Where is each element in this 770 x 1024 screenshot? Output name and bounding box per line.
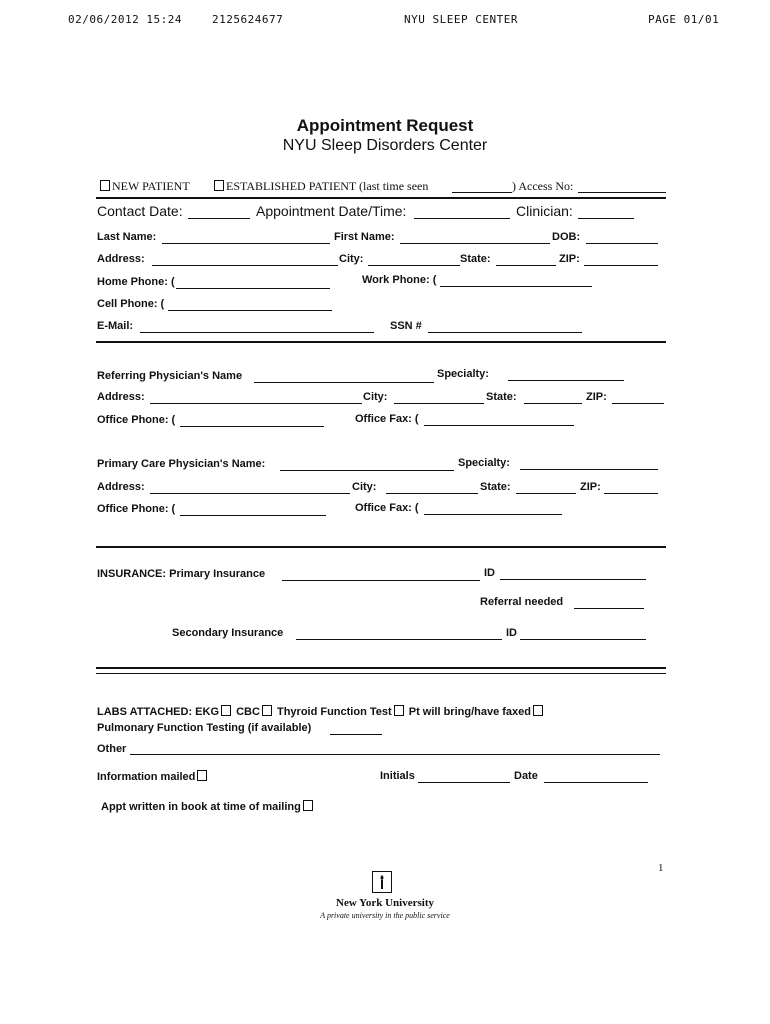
- cbc-label: CBC: [236, 706, 260, 718]
- ssn-field[interactable]: [428, 332, 582, 333]
- access-no-field[interactable]: [578, 192, 666, 193]
- pcp-office-phone-field[interactable]: [180, 515, 326, 516]
- page-subtitle: NYU Sleep Disorders Center: [282, 137, 488, 154]
- pcp-zip-field[interactable]: [604, 493, 658, 494]
- section-divider: [96, 341, 666, 343]
- appointment-datetime-label: Appointment Date/Time:: [256, 203, 407, 219]
- information-mailed-label: Information mailed: [97, 771, 196, 783]
- referring-zip-field[interactable]: [612, 403, 664, 404]
- pulmonary-field[interactable]: [330, 734, 382, 735]
- appt-written-option[interactable]: [101, 800, 315, 813]
- pt-will-bring-label: Pt will bring/have faxed: [408, 706, 531, 718]
- dob-label: DOB:: [552, 231, 581, 243]
- clinician-label: Clinician:: [516, 203, 573, 219]
- pcp-city-field[interactable]: [386, 493, 478, 494]
- cell-phone-label: Cell Phone: (: [97, 298, 165, 310]
- referral-needed-label: Referral needed: [480, 596, 564, 608]
- referring-name-label: Referring Physician's Name: [97, 370, 243, 382]
- dob-field[interactable]: [586, 243, 658, 244]
- clinician-field[interactable]: [578, 218, 634, 219]
- last-name-label: Last Name:: [97, 231, 157, 243]
- email-label: E-Mail:: [97, 320, 134, 332]
- fax-sender: NYU SLEEP CENTER: [404, 13, 518, 26]
- primary-insurance-id-label: ID: [484, 567, 495, 579]
- referral-needed-field[interactable]: [574, 608, 644, 609]
- other-label: Other: [97, 743, 127, 755]
- referring-office-phone-field[interactable]: [180, 426, 324, 427]
- appointment-datetime-field[interactable]: [414, 218, 510, 219]
- secondary-insurance-label: Secondary Insurance: [172, 627, 284, 639]
- labs-row: [97, 705, 545, 718]
- referring-city-label: City:: [363, 391, 388, 403]
- initials-field[interactable]: [418, 782, 510, 783]
- page-number: 1: [658, 862, 664, 874]
- new-patient-option[interactable]: [98, 179, 190, 194]
- primary-insurance-label: INSURANCE: Primary Insurance: [97, 568, 266, 580]
- pcp-state-label: State:: [480, 481, 511, 493]
- referring-state-field[interactable]: [524, 403, 582, 404]
- secondary-insurance-id-field[interactable]: [520, 639, 646, 640]
- nyu-torch-logo-icon: [372, 871, 392, 893]
- thyroid-label: Thyroid Function Test: [276, 706, 392, 718]
- ssn-label: SSN #: [390, 320, 422, 332]
- appt-written-label: Appt written in book at time of mailing: [101, 801, 301, 813]
- home-phone-field[interactable]: [176, 288, 330, 289]
- pcp-specialty-field[interactable]: [520, 469, 658, 470]
- fax-date-time: 02/06/2012 15:24: [68, 13, 182, 26]
- established-patient-label: ESTABLISHED PATIENT (last time seen: [226, 179, 429, 193]
- pcp-state-field[interactable]: [516, 493, 576, 494]
- footer-tagline: A private university in the public service: [320, 911, 450, 920]
- labs-attached-label: LABS ATTACHED: EKG: [97, 706, 220, 718]
- referring-zip-label: ZIP:: [586, 391, 607, 403]
- pcp-zip-label: ZIP:: [580, 481, 601, 493]
- contact-date-label: Contact Date:: [97, 203, 183, 219]
- referring-office-phone-label: Office Phone: (: [97, 414, 176, 426]
- referring-office-fax-label: Office Fax: (: [355, 413, 419, 425]
- ekg-checkbox[interactable]: [221, 705, 231, 716]
- first-name-field[interactable]: [400, 243, 550, 244]
- zip-label: ZIP:: [559, 253, 580, 265]
- pcp-specialty-label: Specialty:: [458, 457, 510, 469]
- secondary-insurance-id-label: ID: [506, 627, 517, 639]
- referring-specialty-field[interactable]: [508, 380, 624, 381]
- thyroid-checkbox[interactable]: [394, 705, 404, 716]
- state-field[interactable]: [496, 265, 556, 266]
- address-label: Address:: [97, 253, 145, 265]
- pcp-name-field[interactable]: [280, 470, 454, 471]
- referring-city-field[interactable]: [394, 403, 484, 404]
- established-patient-checkbox[interactable]: [214, 180, 224, 191]
- cell-phone-field[interactable]: [168, 310, 332, 311]
- referring-office-fax-field[interactable]: [424, 425, 574, 426]
- section-divider: [96, 546, 666, 548]
- referring-address-field[interactable]: [150, 403, 362, 404]
- new-patient-label: NEW PATIENT: [112, 179, 190, 193]
- section-divider: [96, 197, 666, 199]
- date-label: Date: [514, 770, 538, 782]
- work-phone-field[interactable]: [440, 286, 592, 287]
- primary-insurance-field[interactable]: [282, 580, 480, 581]
- footer-university-name: New York University: [336, 897, 434, 909]
- email-field[interactable]: [140, 332, 374, 333]
- city-label: City:: [339, 253, 364, 265]
- section-divider: [96, 673, 666, 674]
- page-title: Appointment Request: [296, 116, 474, 135]
- pcp-office-phone-label: Office Phone: (: [97, 503, 176, 515]
- state-label: State:: [460, 253, 491, 265]
- referring-state-label: State:: [486, 391, 517, 403]
- last-name-field[interactable]: [162, 243, 330, 244]
- initials-label: Initials: [380, 770, 415, 782]
- referring-name-field[interactable]: [254, 382, 434, 383]
- first-name-label: First Name:: [334, 231, 395, 243]
- pcp-name-label: Primary Care Physician's Name:: [97, 458, 266, 470]
- appt-written-checkbox[interactable]: [303, 800, 313, 811]
- pulmonary-label: Pulmonary Function Testing (if available): [97, 722, 312, 734]
- new-patient-checkbox[interactable]: [100, 180, 110, 191]
- referring-address-label: Address:: [97, 391, 145, 403]
- pcp-address-field[interactable]: [150, 493, 350, 494]
- pcp-city-label: City:: [352, 481, 377, 493]
- information-mailed-checkbox[interactable]: [197, 770, 207, 781]
- home-phone-label: Home Phone: (: [97, 276, 175, 288]
- other-field[interactable]: [130, 754, 660, 755]
- pcp-office-fax-label: Office Fax: (: [355, 502, 419, 514]
- contact-date-field[interactable]: [188, 218, 250, 219]
- pt-will-bring-checkbox[interactable]: [533, 705, 543, 716]
- cbc-checkbox[interactable]: [262, 705, 272, 716]
- address-field[interactable]: [152, 265, 338, 266]
- pcp-address-label: Address:: [97, 481, 145, 493]
- work-phone-label: Work Phone: (: [362, 274, 437, 286]
- access-no-label: ) Access No:: [512, 179, 574, 193]
- zip-field[interactable]: [584, 265, 658, 266]
- secondary-insurance-field[interactable]: [296, 639, 502, 640]
- section-divider: [96, 667, 666, 669]
- city-field[interactable]: [368, 265, 460, 266]
- pcp-office-fax-field[interactable]: [424, 514, 562, 515]
- information-mailed-option[interactable]: [97, 770, 209, 783]
- fax-phone: 2125624677: [212, 13, 284, 26]
- primary-insurance-id-field[interactable]: [500, 579, 646, 580]
- last-seen-field[interactable]: [452, 192, 512, 193]
- date-field[interactable]: [544, 782, 648, 783]
- established-patient-option[interactable]: [212, 179, 428, 194]
- fax-page: PAGE 01/01: [648, 13, 720, 26]
- referring-specialty-label: Specialty:: [437, 368, 489, 380]
